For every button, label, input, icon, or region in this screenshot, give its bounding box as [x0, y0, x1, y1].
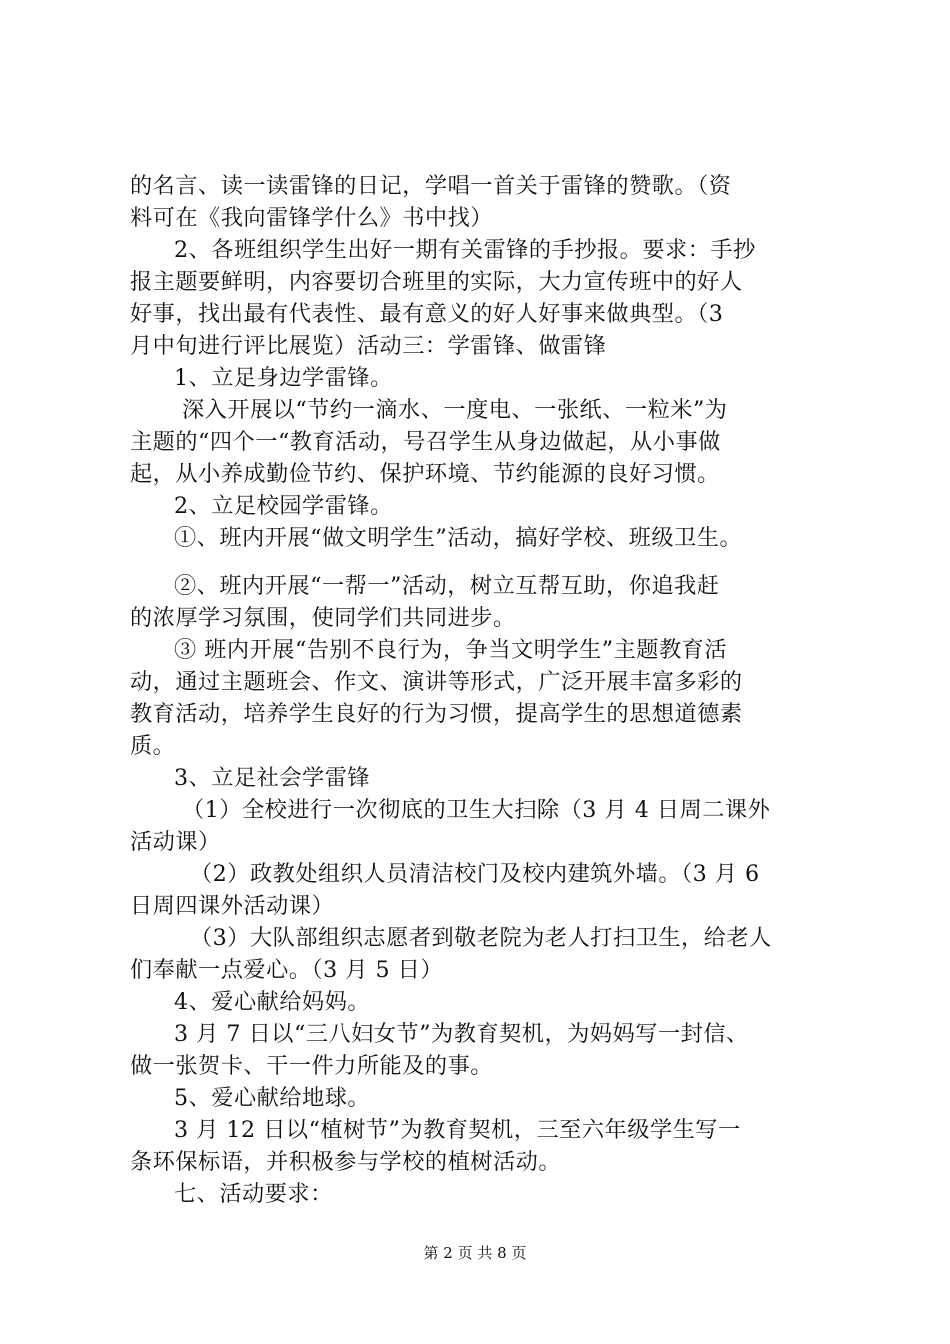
text-line: 做一张贺卡、干一件力所能及的事。: [130, 1053, 493, 1079]
text-line: 的名言、读一读雷锋的日记，学唱一首关于雷锋的赞歌。（资: [130, 173, 732, 199]
text-line: 5、爱心献给地球。: [174, 1085, 371, 1111]
text-line: 的浓厚学习氛围，使同学们共同进步。: [130, 605, 516, 631]
text-line: 好事，找出最有代表性、最有意义的好人好事来做典型。（3: [130, 301, 724, 327]
text-line: ①、班内开展“做文明学生”活动，搞好学校、班级卫生。: [174, 525, 743, 551]
text-line: （3）大队部组织志愿者到敬老院为老人打扫卫生，给老人: [190, 925, 772, 951]
text-line: 教育活动，培养学生良好的行为习惯，提高学生的思想道德素: [130, 701, 743, 727]
text-line: 3 月 7 日以“三八妇女节”为教育契机，为妈妈写一封信、: [174, 1021, 749, 1047]
text-line: 报主题要鲜明，内容要切合班里的实际，大力宣传班中的好人: [130, 269, 743, 295]
text-line: 活动课）: [130, 829, 221, 855]
text-line: 3 月 12 日以“植树节”为教育契机，三至六年级学生写一: [174, 1117, 741, 1143]
text-line: 料可在《我向雷锋学什么》书中找）: [130, 205, 493, 231]
text-line: 七、活动要求：: [174, 1181, 333, 1207]
text-line: 4、爱心献给妈妈。: [174, 989, 371, 1015]
text-line: 2、立足校园学雷锋。: [174, 493, 393, 519]
text-line: 2、各班组织学生出好一期有关雷锋的手抄报。要求：手抄: [174, 237, 756, 263]
text-line: 1、立足身边学雷锋。: [174, 365, 393, 391]
page-number-footer: 第 2 页 共 8 页: [423, 1244, 527, 1262]
text-line: 条环保标语，并积极参与学校的植树活动。: [130, 1149, 562, 1175]
text-line: 月中旬进行评比展览）活动三：学雷锋、做雷锋: [130, 333, 607, 359]
text-line: 们奉献一点爱心。（3 月 5 日）: [130, 957, 444, 983]
text-line: 主题的“四个一“教育活动，号召学生从身边做起，从小事做: [130, 429, 721, 455]
text-line: 动，通过主题班会、作文、演讲等形式，广泛开展丰富多彩的: [130, 669, 743, 695]
text-line: ③ 班内开展“告别不良行为，争当文明学生”主题教育活: [174, 637, 728, 663]
text-line: ②、班内开展“一帮一”活动，树立互帮互助，你追我赶: [174, 573, 720, 599]
text-line: 3、立足社会学雷锋: [174, 765, 371, 791]
text-line: （1）全校进行一次彻底的卫生大扫除（3 月 4 日周二课外: [182, 797, 771, 823]
text-line: 起，从小养成勤俭节约、保护环境、节约能源的良好习惯。: [130, 461, 720, 487]
text-line: 日周四课外活动课）: [130, 893, 335, 919]
text-line: （2）政教处组织人员清洁校门及校内建筑外墙。（3 月 6: [190, 861, 760, 887]
text-line: 深入开展以“节约一滴水、一度电、一张纸、一粒米”为: [182, 397, 728, 423]
text-line: 质。: [130, 733, 176, 759]
